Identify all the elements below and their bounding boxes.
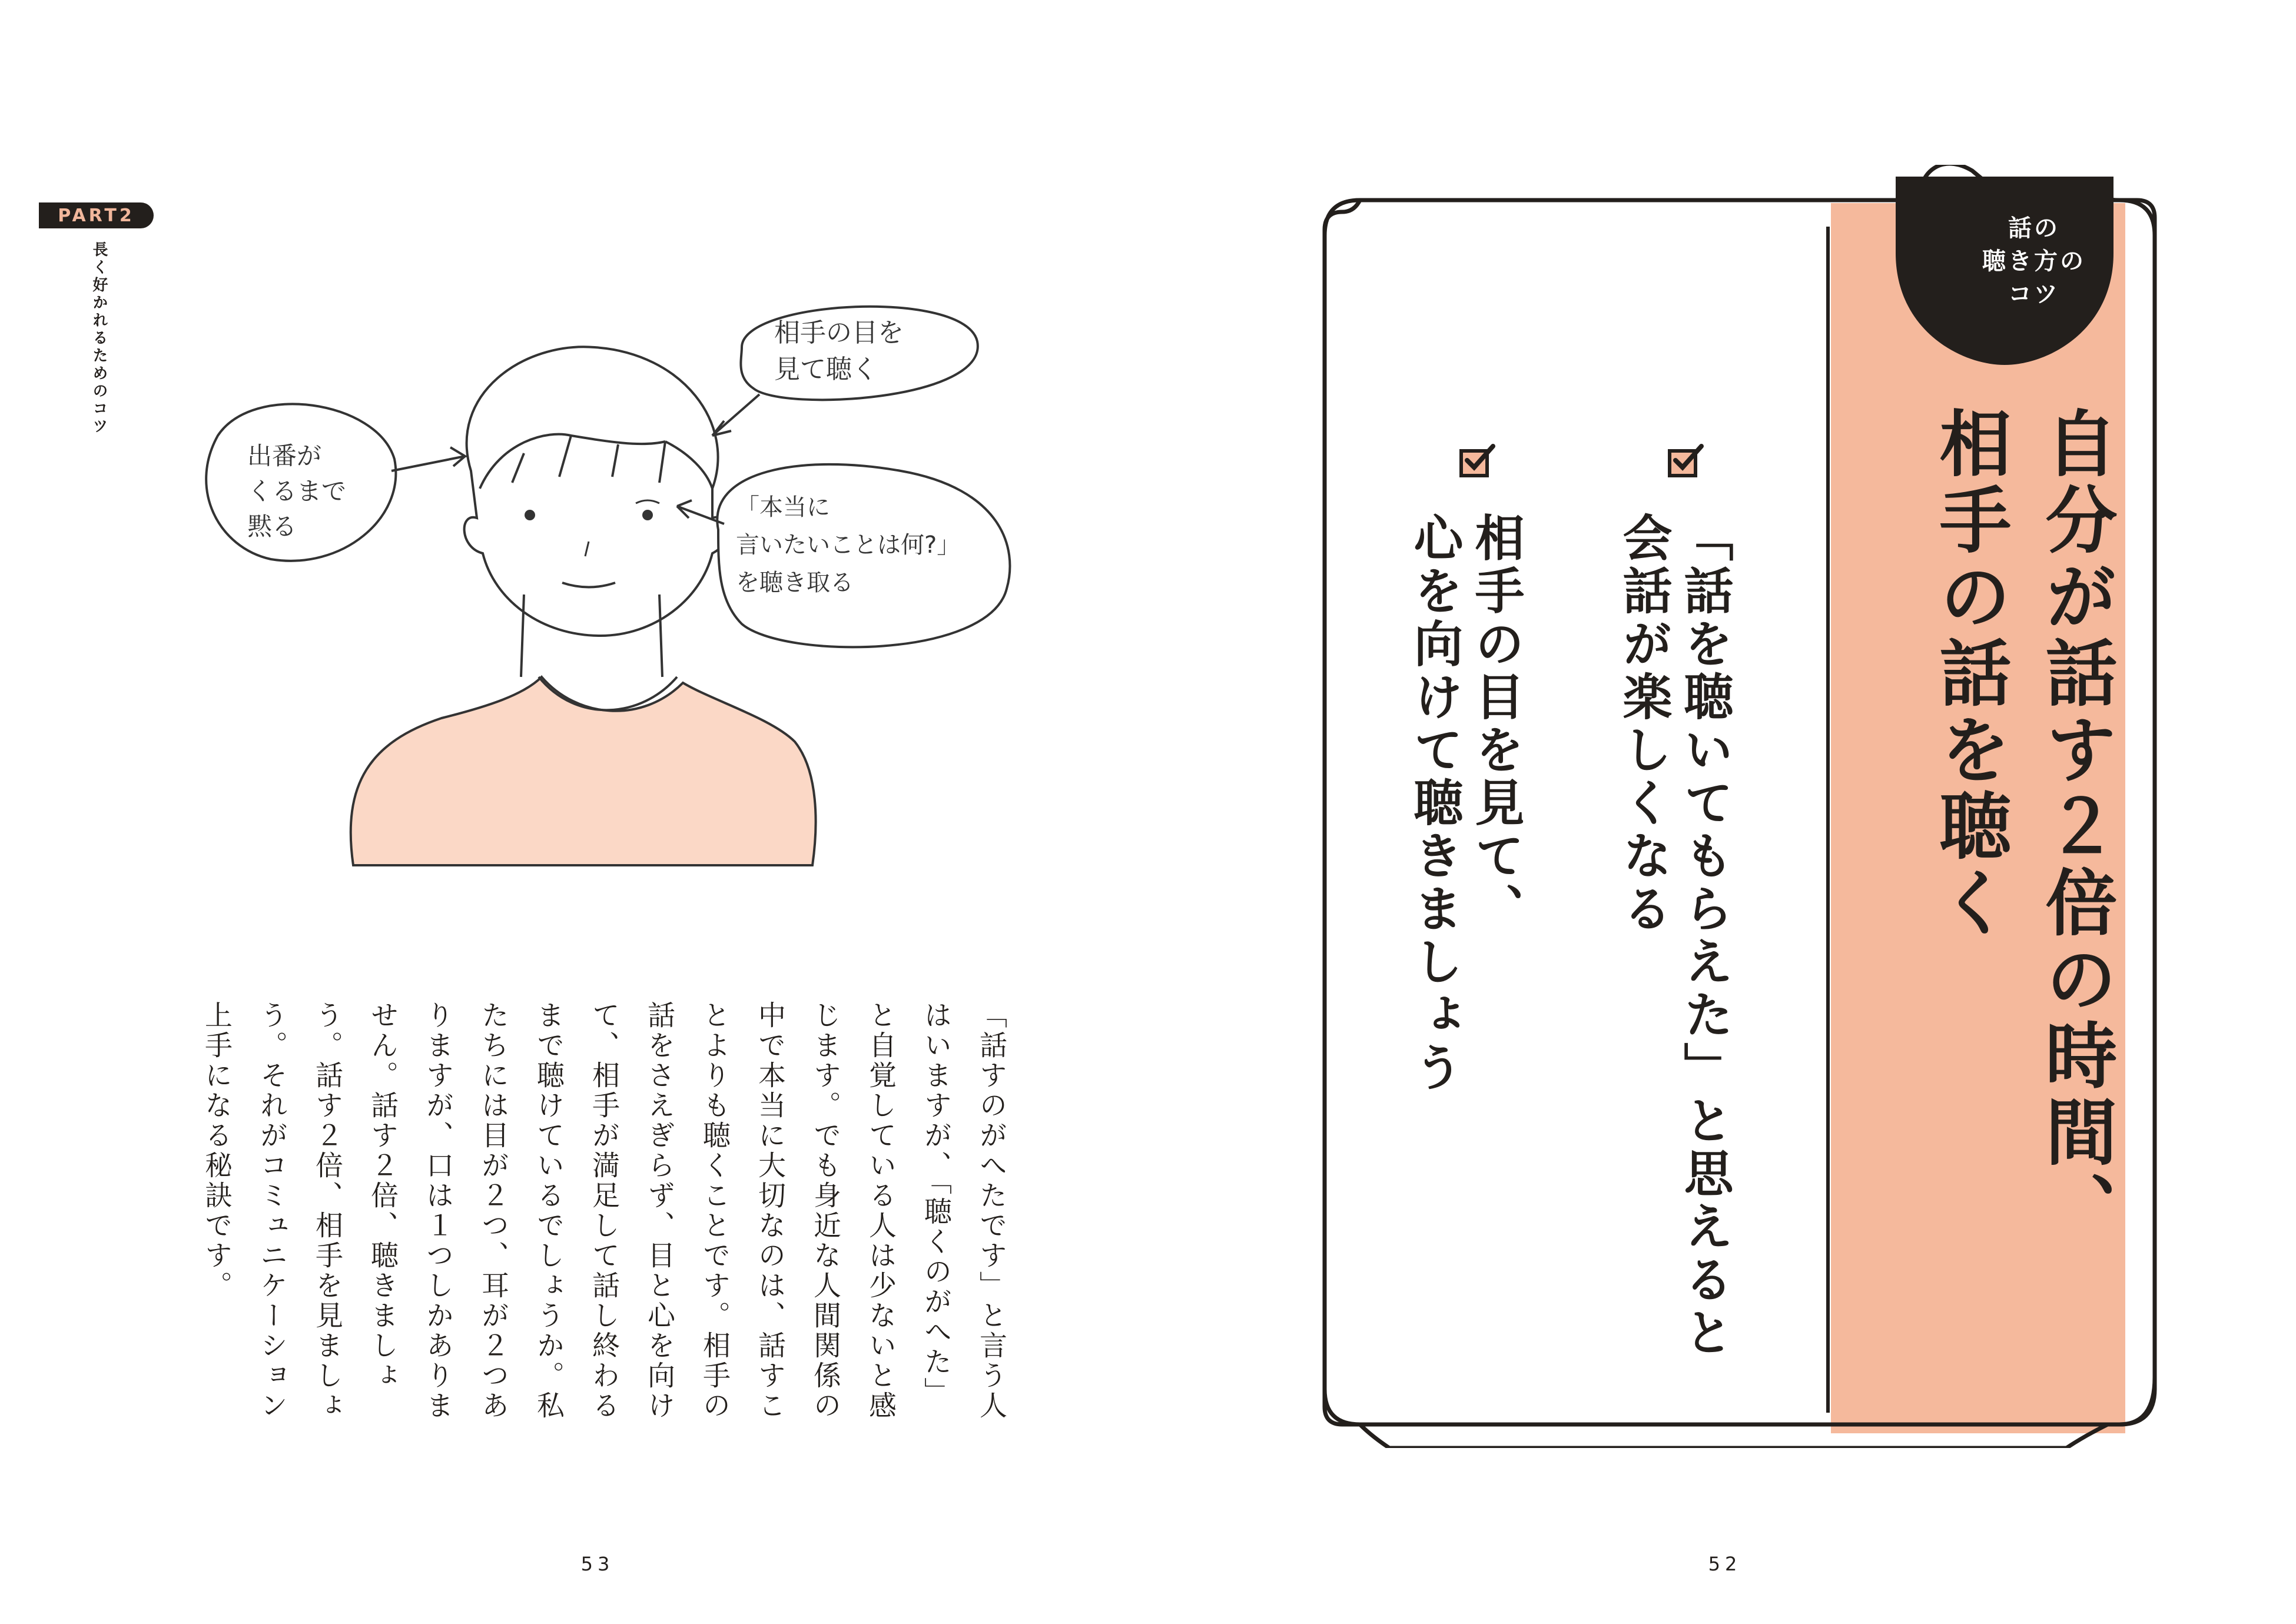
point-2: 相手の目を見て、 心を向けて聴きましょう	[1406, 512, 1525, 1095]
part-badge: PART2	[39, 202, 154, 228]
listening-person-illustration	[194, 294, 1048, 895]
bubble-eyes-label: 相手の目を 見て聴く	[774, 318, 904, 384]
main-title: 自分が話す２倍の時間、 相手の話を聴く	[1927, 406, 2117, 1248]
body-text: 「話すのがへたです」と言う人 はいますが、「聴くのがへた」 と自覚している人は少ないと感 じます。でも身近な人間関係の 中で本当に大切なのは、話すこ とよりも聴くことです。相手の 話をさえぎらず、目と心を向け て、相手が満足して話し終わる まで聴けているでしょうか。私 たちには目が２つ、耳が２つあ りますが、口は１つしかありま せん。話す２倍、聴きましょ う。話す２倍、相手を見ましょ う。それがコミュニケーション 上手になる秘訣です。	[200, 1001, 1007, 1421]
point-1: 「話を聴いてもらえた」と思えると 会話が楽しくなる	[1615, 512, 1734, 1360]
page-number-left: 53	[580, 1553, 615, 1575]
page-number-right: 52	[1708, 1553, 1742, 1575]
checkbox-checked-icon	[1459, 443, 1497, 478]
bubble-wait-label: 出番が くるまで 黙る	[247, 441, 347, 541]
corner-label: 話の 聴き方の コツ	[1982, 215, 2086, 308]
part-subtitle: 長く好かれるためのコツ	[90, 241, 108, 436]
shirt	[351, 677, 816, 865]
head	[464, 347, 728, 636]
bubble-true-label: 「本当に 言いたいことは何?」 を聴き取る	[736, 494, 961, 596]
checkbox-checked-icon	[1667, 443, 1705, 478]
